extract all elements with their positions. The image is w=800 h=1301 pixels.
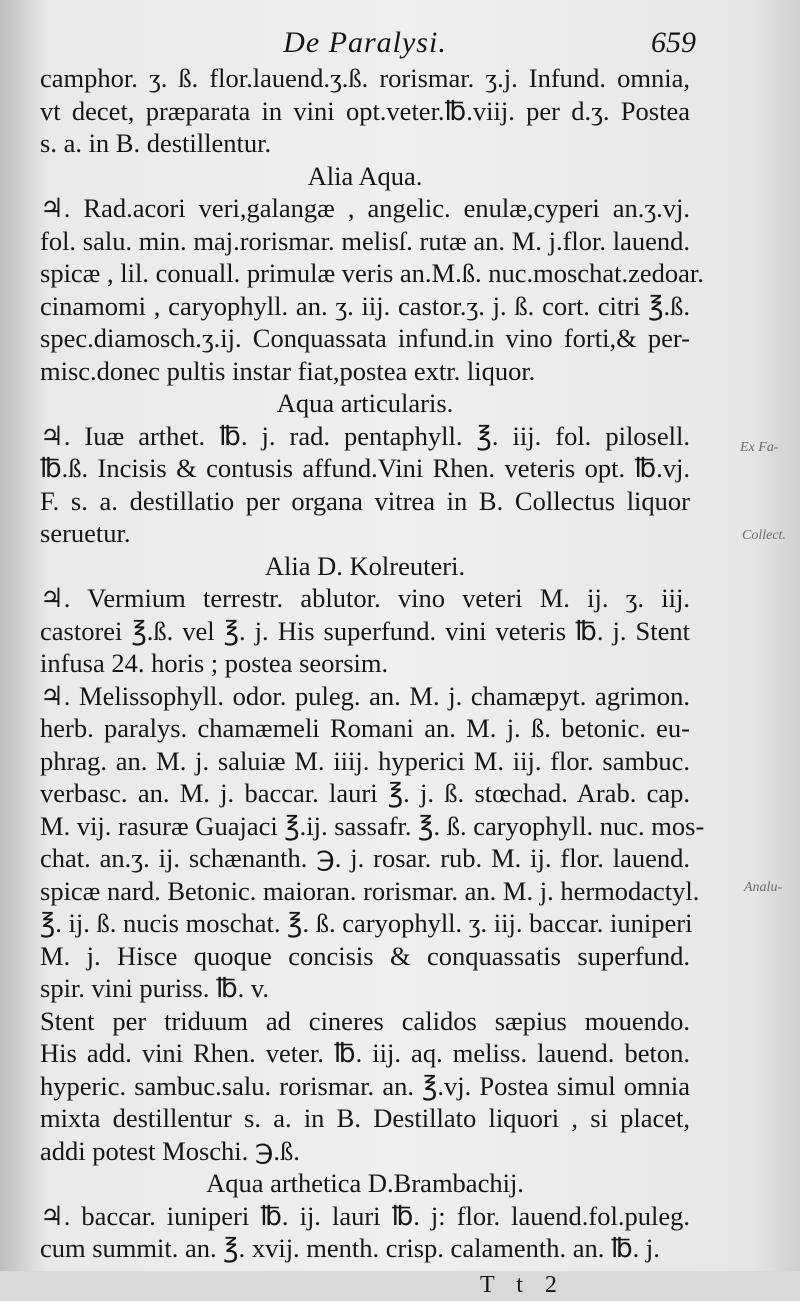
- section-heading: Aqua articularis.: [276, 388, 454, 418]
- text-line: mixta destillentur s. a. in B. Destillato liquori , si placet,: [40, 1103, 690, 1133]
- text-line: ♃. Rad.acori veri,galangæ , angelic. enulæ,cyperi an.ʒ.vj.: [40, 193, 690, 223]
- text-line: hyperic. sambuc.salu. rorismar. an. ℥.vj. Postea simul omnia: [40, 1070, 690, 1101]
- text-column: [40, 22, 705, 1301]
- margin-note: Ex Fa-: [740, 440, 779, 455]
- text-line: chat. an.ʒ. ij. schænanth. ℈. j. rosar. rub. M. ij. flor. lauend.: [40, 843, 690, 873]
- text-line: cinamomi , caryophyll. an. ʒ. iij. castor.ʒ. j. ß. cort. citri ℥.ß.: [40, 290, 690, 321]
- text-line: ℥. ij. ß. nucis moschat. ℥. ß. caryophyll. ʒ. iij. baccar. iuniperi: [40, 908, 693, 938]
- text-line: spicæ nard. Betonic. maioran. rorismar. an. M. j. hermodactyl.: [40, 875, 700, 906]
- text-line: Stent per triduum ad cineres calidos sæpius mouendo.: [40, 1005, 690, 1036]
- section-heading: Alia Aqua.: [307, 160, 423, 191]
- text-line: verbasc. an. M. j. baccar. lauri ℥. j. ß. stœchad. Arab. cap.: [40, 778, 690, 808]
- text-line: herb. paralys. chamæmeli Romani an. M. j. ß. betonic. eu-: [40, 713, 690, 743]
- text-line: ♃. baccar. iuniperi ℔. ij. lauri ℔. j: flor. lauend.fol.puleg.: [40, 1200, 690, 1231]
- text-line: spir. vini puriss. ℔. v.: [40, 973, 270, 1003]
- section-heading: Aqua arthetica D.Brambachij.: [206, 1168, 524, 1198]
- text-line: M. vij. rasuræ Guajaci ℥.ij. sassafr. ℥. ß. caryophyll. nuc. mos-: [40, 810, 705, 841]
- text-line: spicæ , lil. conuall. primulæ veris an.M.ß. nuc.moschat.zedoar.: [40, 258, 704, 288]
- text-line: misc.donec pultis instar fiat,postea extr. liquor.: [40, 355, 536, 386]
- text-line: fol. salu. min. maj.rorismar. melisſ. rutæ an. M. j.flor. lauend.: [40, 225, 690, 256]
- signature-mark: T t 2: [480, 1271, 565, 1298]
- text-line: F. s. a. destillatio per organa vitrea in B. Collectus liquor: [40, 485, 690, 516]
- text-line: ♃. Vermium terrestr. ablutor. vino veteri M. ij. ʒ. iij.: [40, 583, 690, 613]
- text-line: addi potest Moschi. ℈.ß.: [40, 1135, 300, 1166]
- page-body: [40, 62, 705, 1265]
- text-line: M. j. Hisce quoque concisis & conquassatis superfund.: [40, 940, 690, 971]
- text-line: phrag. an. M. j. saluiæ M. iiij. hyperici M. iij. flor. sambuc.: [40, 745, 690, 776]
- text-line: ℔.ß. Incisis & contusis affund.Vini Rhen. veteris opt. ℔.vj.: [40, 453, 690, 483]
- running-title: De Paralysi.: [283, 26, 447, 59]
- text-line: ♃. Melissophyll. odor. puleg. an. M. j. chamæpyt. agrimon.: [40, 680, 690, 711]
- text-line: vt decet, præparata in vini opt.veter.℔.viij. per d.ʒ. Postea: [40, 95, 690, 126]
- text-line: ♃. Iuæ arthet. ℔. j. rad. pentaphyll. ℥. iij. fol. pilosell.: [40, 420, 690, 451]
- margin-note: Collect.: [742, 528, 786, 543]
- page-number: 659: [651, 26, 696, 59]
- running-header: [40, 22, 696, 62]
- text-line: camphor. ʒ. ß. flor.lauend.ʒ.ß. rorismar. ʒ.j. Infund. omnia,: [40, 63, 690, 93]
- text-line: spec.diamosch.ʒ.ij. Conquassata infund.in vino forti,& per-: [40, 323, 690, 353]
- section-heading: Alia D. Kolreuteri.: [264, 550, 466, 581]
- text-line: His add. vini Rhen. veter. ℔. iij. aq. meliss. lauend. beton.: [40, 1038, 690, 1068]
- margin-note: Analu-: [744, 880, 783, 895]
- text-line: infusa 24. horis ; postea seorsim.: [40, 648, 389, 678]
- text-line: seruetur.: [40, 518, 131, 548]
- text-line: s. a. in B. destillentur.: [40, 128, 272, 158]
- text-line: cum summit. an. ℥. xvij. menth. crisp. calamenth. an. ℔. j.: [40, 1233, 660, 1263]
- text-line: castorei ℥.ß. vel ℥. j. His superfund. vini veteris ℔. j. Stent: [40, 615, 690, 646]
